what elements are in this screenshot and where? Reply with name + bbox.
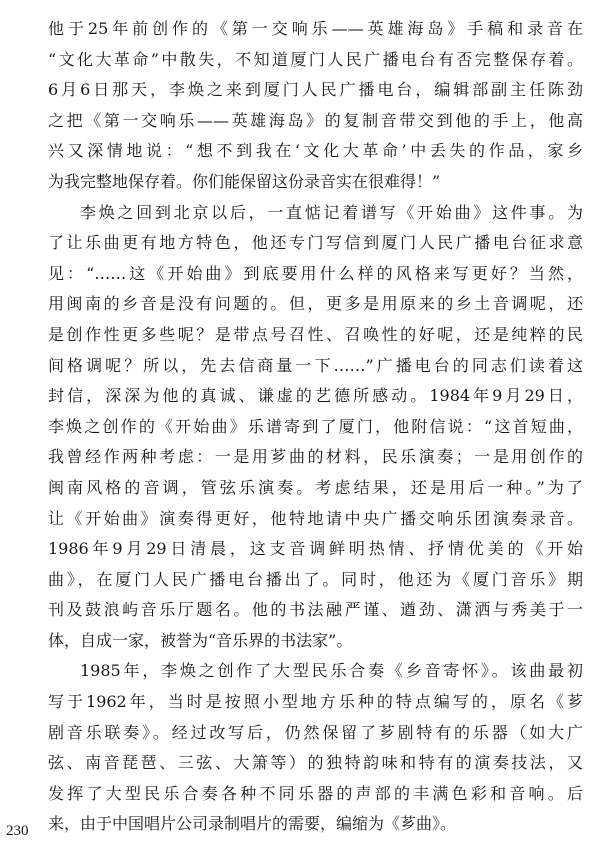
text-line: 了让乐曲更有地方特色，他还专门写信到厦门人民广播电台征求意 (48, 233, 583, 253)
text-line: 曲》，在厦门人民广播电台播出了。同时，他还为《厦门音乐》期 (48, 569, 583, 589)
text-line: 之把《第一交响乐——英雄海岛》的复制音带交到他的手上，他高 (48, 110, 583, 130)
text-line: 闽南风格的音调，管弦乐演奏。考虑结果，还是用后一种。”为了 (48, 477, 583, 497)
body-text (48, 14, 583, 840)
text-line: 1986年9月29日清晨，这支音调鲜明热情、抒情优美的《开始 (48, 539, 583, 559)
text-line: 他于25年前创作的《第一交响乐——英雄海岛》手稿和录音在 (48, 19, 583, 38)
text-line: “文化大革命”中散失，不知道厦门人民广播电台有否完整保存着。 (48, 49, 583, 69)
text-line: 发挥了大型民乐合奏各种不同乐器的声部的丰满色彩和音响。后 (48, 783, 583, 803)
text-line: 刊及鼓浪屿音乐厅题名。他的书法融严谨、遒劲、潇洒与秀美于一 (48, 600, 583, 620)
text-line: 用闽南的乡音是没有问题的。但，更多是用原来的乡土音调呢，还 (48, 294, 583, 314)
text-line: 让《开始曲》演奏得更好，他特地请中央广播交响乐团演奏录音。 (48, 508, 583, 528)
text-line: 为我完整地保存着。你们能保留这份录音实在很难得！” (48, 171, 441, 191)
text-line: 封信，深深为他的真诚、谦虚的艺德所感动。1984年9月29日， (48, 386, 583, 406)
text-line: 我曾经作两种考虑：一是用芗曲的材料，民乐演奏；一是用创作的 (48, 447, 583, 467)
paragraph-first-line: 李焕之回到北京以后，一直惦记着谱写《开始曲》这件事。为 (80, 202, 583, 222)
text-line: 体，自成一家，被誉为“音乐界的书法家”。 (48, 630, 353, 650)
text-line: 弦、南音琵琶、三弦、大箫等）的独特韵味和特有的演奏技法，又 (48, 753, 583, 773)
text-line: 6月6日那天，李焕之来到厦门人民广播电台，编辑部副主任陈劲 (48, 80, 583, 100)
text-line: 写于1962年，当时是按照小型地方乐种的特点编写的，原名《芗 (48, 692, 583, 712)
text-line: 见：“……这《开始曲》到底要用什么样的风格来写更好？当然， (48, 263, 583, 283)
text-line: 来，由于中国唱片公司录制唱片的需要，编缩为《芗曲》。 (48, 814, 457, 834)
text-line: 兴又深情地说：“想不到我在‘文化大革命’中丢失的作品，家乡 (48, 141, 583, 161)
text-line: 是创作性更多些呢？是带点号召性、召唤性的好呢，还是纯粹的民 (48, 324, 583, 344)
text-line: 剧音乐联奏》。经过改写后，仍然保留了芗剧特有的乐器（如大广 (48, 722, 583, 742)
text-line: 间格调呢？所以，先去信商量一下……”广播电台的同志们读着这 (48, 355, 583, 375)
paragraph-first-line: 1985年，李焕之创作了大型民乐合奏《乡音寄怀》。该曲最初 (80, 661, 583, 681)
page-number: 230 (6, 823, 29, 839)
text-line: 李焕之创作的《开始曲》乐谱寄到了厦门，他附信说：“这首短曲， (48, 416, 583, 436)
